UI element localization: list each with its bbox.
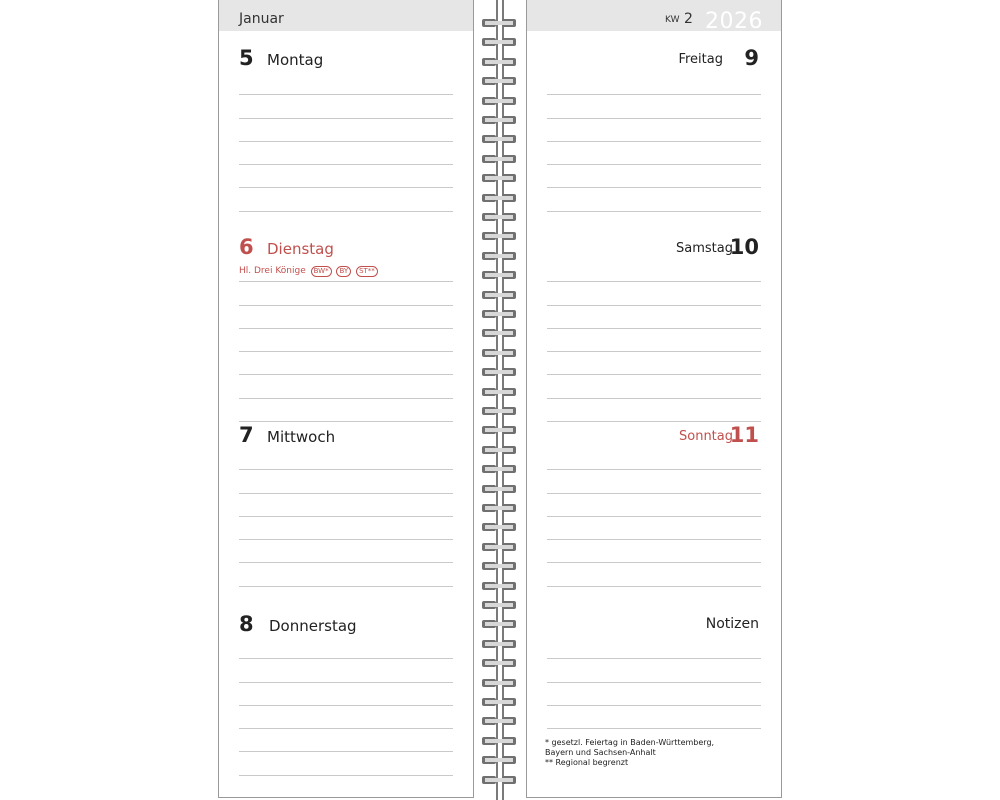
spiral-ring xyxy=(482,406,518,416)
ruled-lines[interactable] xyxy=(239,259,453,422)
ruled-lines[interactable] xyxy=(239,447,453,587)
spiral-ring xyxy=(482,173,518,183)
footnote-line: * gesetzl. Feiertag in Baden-Württemberg, xyxy=(545,738,715,747)
spiral-ring xyxy=(482,464,518,474)
spiral-ring xyxy=(482,639,518,649)
day-number: 9 xyxy=(744,46,759,70)
month-header xyxy=(219,0,473,31)
spiral-ring xyxy=(482,115,518,125)
ruled-lines[interactable] xyxy=(547,259,761,422)
spiral-ring xyxy=(482,425,518,435)
spiral-ring xyxy=(482,755,518,765)
spiral-ring xyxy=(482,309,518,319)
spiral-ring xyxy=(482,503,518,513)
state-symbol-icon: BY xyxy=(336,266,351,277)
spiral-ring xyxy=(482,581,518,591)
spiral-ring xyxy=(482,37,518,47)
state-symbol-icon: ST** xyxy=(356,266,378,277)
day-name: Freitag xyxy=(678,52,723,67)
ruled-lines[interactable] xyxy=(547,72,761,212)
day-number: 6 xyxy=(239,235,254,259)
kw-label: KW xyxy=(665,15,680,25)
day-number: 8 xyxy=(239,612,254,636)
day-number: 7 xyxy=(239,423,254,447)
day-number: 10 xyxy=(729,235,759,259)
ruled-lines[interactable] xyxy=(547,447,761,587)
state-symbol-icon: BW* xyxy=(311,266,332,277)
spiral-ring xyxy=(482,193,518,203)
notes-label: Notizen xyxy=(705,616,759,632)
spiral-ring xyxy=(482,367,518,377)
spiral-ring xyxy=(482,290,518,300)
spiral-ring xyxy=(482,561,518,571)
day-number: 11 xyxy=(729,423,759,447)
spiral-ring xyxy=(482,212,518,222)
day-name: Samstag xyxy=(676,241,733,256)
spiral-ring xyxy=(482,18,518,28)
kw-number: 2 xyxy=(684,11,693,27)
spiral-ring xyxy=(482,387,518,397)
spiral-ring xyxy=(482,251,518,261)
spiral-ring xyxy=(482,270,518,280)
right-page xyxy=(526,0,782,798)
spiral-ring xyxy=(482,775,518,785)
spiral-ring xyxy=(482,697,518,707)
day-name: Montag xyxy=(267,51,324,69)
spiral-ring xyxy=(482,736,518,746)
spiral-ring xyxy=(482,716,518,726)
left-page xyxy=(218,0,474,798)
spiral-ring xyxy=(482,542,518,552)
spiral-ring xyxy=(482,522,518,532)
spiral-ring xyxy=(482,328,518,338)
week-header xyxy=(527,0,781,34)
spiral-ring xyxy=(482,154,518,164)
spiral-ring xyxy=(482,484,518,494)
holiday-name: Hl. Drei Könige xyxy=(239,266,306,276)
day-name: Donnerstag xyxy=(269,617,357,635)
day-name: Mittwoch xyxy=(267,428,336,446)
spiral-ring xyxy=(482,57,518,67)
spiral-ring xyxy=(482,658,518,668)
day-name: Dienstag xyxy=(267,240,334,258)
spiral-ring xyxy=(482,76,518,86)
spiral-binding xyxy=(476,0,524,800)
footnote-line: Bayern und Sachsen-Anhalt xyxy=(545,748,656,757)
year-label: 2026 xyxy=(705,9,763,34)
spiral-ring xyxy=(482,348,518,358)
month-label: Januar xyxy=(239,11,284,27)
footnote-line: ** Regional begrenzt xyxy=(545,758,629,767)
spiral-ring xyxy=(482,134,518,144)
ruled-lines[interactable] xyxy=(239,72,453,212)
spiral-ring xyxy=(482,96,518,106)
ruled-lines[interactable] xyxy=(547,636,761,729)
spiral-ring xyxy=(482,600,518,610)
ruled-lines[interactable] xyxy=(239,636,453,776)
day-number: 5 xyxy=(239,46,254,70)
spiral-ring xyxy=(482,445,518,455)
day-name: Sonntag xyxy=(679,429,733,444)
spiral-ring xyxy=(482,231,518,241)
footnotes xyxy=(545,738,714,768)
spiral-ring xyxy=(482,678,518,688)
spiral-ring xyxy=(482,619,518,629)
